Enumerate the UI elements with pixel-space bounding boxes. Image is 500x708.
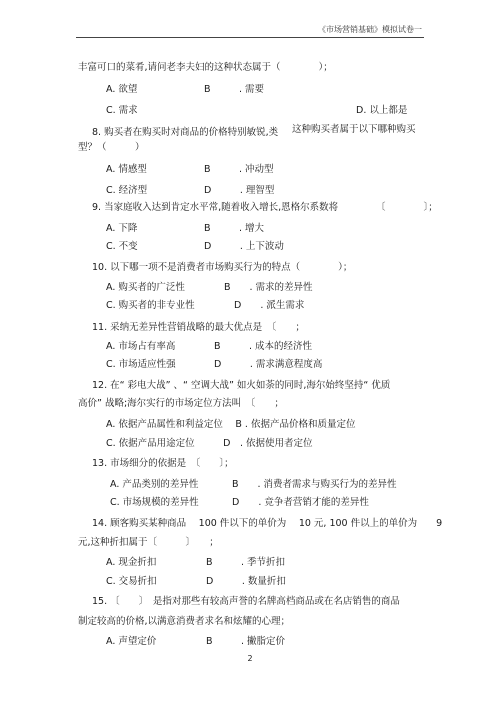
question-8-continued: 这种购买者属于以下哪种购买 xyxy=(292,124,416,135)
question-13: 13. 市场细分的依据是 〔 〕； xyxy=(92,458,234,469)
option-b: B . 需要 xyxy=(204,84,265,95)
option-d: D . 理智型 xyxy=(204,185,275,196)
option-c: C. 需求 xyxy=(106,105,138,116)
option-a: A. 购买者的广泛性 xyxy=(106,282,185,293)
option-a: A. 欲望 xyxy=(106,84,138,95)
question-11: 11. 采纳无差异性营销战略的最大优点是 〔 ； xyxy=(92,322,305,333)
text-line: 型？（ ） xyxy=(78,142,145,153)
option-c-d: C. 依据产品用途定位 D . 依据使用者定位 xyxy=(106,438,313,449)
question-12: 12. 在“ 彩电大战” 、“ 空调大战” 如火如荼的同时,海尔始终坚持“ 优质 xyxy=(92,380,391,391)
option-c: C. 不变 xyxy=(106,241,138,252)
option-a-b: A. 依据产品属性和利益定位 B . 依据产品价格和质量定位 xyxy=(106,419,356,430)
text-line: 制定较高的价格,以满意消费者求名和炫耀的心理； xyxy=(78,616,291,627)
option-d: D. 以上都是 xyxy=(356,105,408,116)
option-d: D . 上下波动 xyxy=(204,241,284,252)
option-c: C. 市场适应性强 xyxy=(106,359,176,370)
question-9: 9. 当家庭收入达到肯定水平常,随着收入增长,恩格尔系数将 xyxy=(92,202,339,213)
option-c: C. 交易折扣 xyxy=(106,576,157,587)
text-line: 元,这种折扣属于〔 〕 ； xyxy=(78,537,219,548)
option-d: D . 派生需求 xyxy=(234,300,305,311)
option-a: A. 现金折扣 xyxy=(106,557,157,568)
option-d: D . 数量折扣 xyxy=(206,576,286,587)
question-15: 15. 〔 〕 是指对那些有较高声誉的名牌高档商品或在名店销售的商品 xyxy=(92,596,400,607)
option-a: A. 产品类别的差异性 xyxy=(110,479,199,490)
option-a: A. 情感型 xyxy=(106,164,147,175)
option-b: B . 需求的差异性 xyxy=(224,282,313,293)
answer-blank: 〔 〕； xyxy=(376,202,438,213)
option-b: B . 撇脂定价 xyxy=(206,636,286,647)
option-d: D . 竞争者营销才能的差异性 xyxy=(232,497,369,508)
question-8: 8. 购买者在购买时对商品的价格特别敏锐,类 xyxy=(92,127,279,138)
option-b: B . 成本的经济性 xyxy=(214,341,313,352)
page-number: 2 xyxy=(247,654,253,663)
text-line: 高价” 战略;海尔实行的市场定位方法叫 〔 ； xyxy=(78,398,284,409)
header-rule xyxy=(76,37,424,38)
option-c: C. 购买者的非专业性 xyxy=(106,300,195,311)
option-b: B . 消费者需求与购买行为的差异性 xyxy=(232,479,397,490)
option-c: C. 经济型 xyxy=(106,185,148,196)
option-b: B . 增大 xyxy=(204,223,265,234)
question-14: 14. 顾客购买某种商品 100 件以下的单价为 10 元, 100 件以上的单价为 9 xyxy=(92,518,443,529)
option-b: B . 季节折扣 xyxy=(206,557,286,568)
question-10: 10. 以下哪一项不是消费者市场购买行为的特点（ ）； xyxy=(92,262,353,273)
option-d: D . 需求满意程度高 xyxy=(214,359,323,370)
option-a: A. 下降 xyxy=(106,223,138,234)
page-header: 《市场营销基础》模拟试卷一 xyxy=(318,25,422,34)
text-line: 丰富可口的菜肴,请问老李夫妇的这种状态属于（ ）； xyxy=(78,62,333,73)
option-c: C. 市场规模的差异性 xyxy=(110,497,199,508)
option-b: B . 冲动型 xyxy=(204,164,274,175)
option-a: A. 市场占有率高 xyxy=(106,341,176,352)
option-a: A. 声望定价 xyxy=(106,636,157,647)
